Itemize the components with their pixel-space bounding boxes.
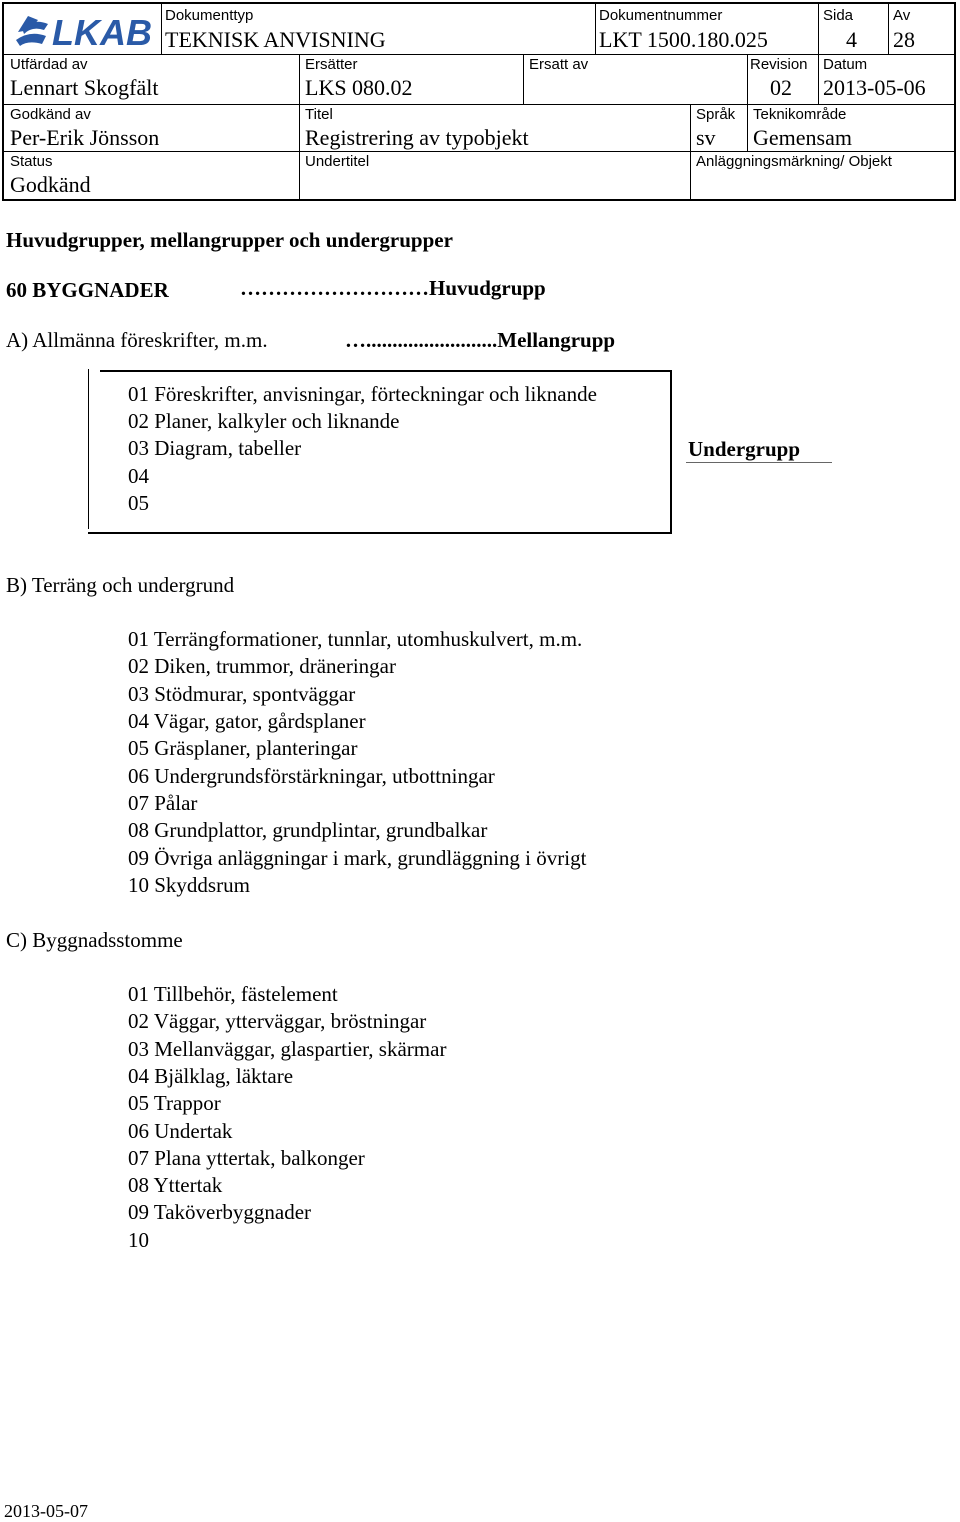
revision-value: 02	[770, 75, 792, 100]
header-divider	[818, 4, 819, 104]
list-item: 04	[128, 464, 149, 488]
header-rule	[4, 104, 954, 105]
list-item: 05	[128, 491, 149, 515]
bracket-top	[100, 370, 670, 372]
anlaggning-label: Anläggningsmärkning/ Objekt	[696, 153, 892, 170]
list-item: 04 Vägar, gator, gårdsplaner	[128, 709, 366, 733]
sida-label: Sida	[823, 7, 854, 24]
list-item: 06 Undertak	[128, 1119, 233, 1143]
list-item: 10 Skyddsrum	[128, 873, 250, 897]
header-divider	[299, 54, 300, 199]
sprak-label: Språk	[696, 106, 736, 123]
mellangrupp-name: A) Allmänna föreskrifter, m.m.	[6, 328, 268, 352]
undertitel-label: Undertitel	[305, 153, 370, 170]
list-item: 05 Gräsplaner, planteringar	[128, 736, 358, 760]
list-item: 02 Diken, trummor, dräneringar	[128, 654, 396, 678]
dokumentnummer-label: Dokumentnummer	[599, 7, 723, 24]
huvudgrupp-name: 60 BYGGNADER	[6, 278, 169, 302]
ersatter-value: LKS 080.02	[305, 75, 413, 100]
huvudgrupp-label: Huvudgrupp	[429, 276, 546, 300]
group-c-title: C) Byggnadsstomme	[6, 928, 183, 952]
ersatter-label: Ersätter	[305, 56, 358, 73]
dokumenttyp-value: TEKNISK ANVISNING	[165, 27, 386, 52]
huvudgrupp-annotation	[240, 276, 546, 301]
titel-value: Registrering av typobjekt	[305, 125, 529, 150]
header-divider	[595, 4, 596, 54]
titel-label: Titel	[305, 106, 333, 123]
ersatt-av-label: Ersatt av	[529, 56, 589, 73]
status-value: Godkänd	[10, 172, 91, 197]
list-item: 01 Föreskrifter, anvisningar, förteckningar och liknande	[128, 382, 597, 406]
document-header	[2, 2, 956, 201]
group-b-title: B) Terräng och undergrund	[6, 573, 235, 597]
list-item: 08 Grundplattor, grundplintar, grundbalkar	[128, 818, 488, 842]
header-divider	[523, 54, 524, 104]
list-item: 06 Undergrundsförstärkningar, utbottningar	[128, 764, 495, 788]
datum-label: Datum	[823, 56, 868, 73]
list-item: 07 Pålar	[128, 791, 198, 815]
lkab-logo	[14, 10, 154, 50]
status-label: Status	[10, 153, 53, 170]
section-heading: Huvudgrupper, mellangrupper och undergrupper	[6, 228, 453, 252]
list-item: 08 Yttertak	[128, 1173, 223, 1197]
godkand-av-label: Godkänd av	[10, 106, 91, 123]
list-item: 01 Terrängformationer, tunnlar, utomhuskulvert, m.m.	[128, 627, 583, 651]
huvudgrupp-dots: ………………………	[240, 276, 429, 300]
sida-value: 4	[846, 27, 857, 52]
godkand-av-value: Per-Erik Jönsson	[10, 125, 160, 150]
footer-date: 2013-05-07	[4, 1501, 88, 1521]
sprak-value: sv	[696, 125, 716, 150]
utfardad-av-value: Lennart Skogfält	[10, 75, 159, 100]
undergrupp-underline	[686, 462, 832, 463]
mellangrupp-label: Mellangrupp	[497, 328, 616, 352]
utfardad-av-label: Utfärdad av	[10, 56, 88, 73]
av-label: Av	[893, 7, 911, 24]
undergrupp-label: Undergrupp	[688, 437, 801, 461]
bracket-right	[670, 370, 672, 534]
header-divider	[690, 104, 691, 199]
revision-label: Revision	[750, 56, 808, 73]
bracket-bottom	[88, 532, 671, 534]
teknikomrade-value: Gemensam	[753, 125, 852, 150]
header-divider	[888, 4, 889, 54]
list-item: 09 Övriga anläggningar i mark, grundläggning i övrigt	[128, 846, 587, 870]
list-item: 09 Taköverbyggnader	[128, 1200, 312, 1224]
list-item: 03 Stödmurar, spontväggar	[128, 682, 356, 706]
list-item: 01 Tillbehör, fästelement	[128, 982, 338, 1006]
list-item: 05 Trappor	[128, 1091, 221, 1115]
av-value: 28	[893, 27, 915, 52]
dokumentnummer-value: LKT 1500.180.025	[599, 27, 768, 52]
list-item: 02 Planer, kalkyler och liknande	[128, 409, 400, 433]
list-item: 04 Bjälklag, läktare	[128, 1064, 294, 1088]
list-item: 07 Plana yttertak, balkonger	[128, 1146, 365, 1170]
list-item: 03 Mellanväggar, glaspartier, skärmar	[128, 1037, 447, 1061]
logo-text: LKAB	[52, 12, 152, 50]
header-rule	[4, 54, 954, 55]
dokumenttyp-label: Dokumenttyp	[165, 7, 254, 24]
header-divider	[161, 4, 162, 54]
header-rule	[4, 151, 954, 152]
mellangrupp-dots: ….........................	[345, 328, 498, 352]
datum-value: 2013-05-06	[823, 75, 926, 100]
mellangrupp-annotation	[345, 328, 615, 353]
header-divider	[747, 54, 748, 151]
bracket-left	[88, 369, 89, 529]
list-item: 10	[128, 1228, 149, 1252]
list-item: 02 Väggar, ytterväggar, bröstningar	[128, 1009, 427, 1033]
teknikomrade-label: Teknikområde	[753, 106, 847, 123]
list-item: 03 Diagram, tabeller	[128, 436, 302, 460]
